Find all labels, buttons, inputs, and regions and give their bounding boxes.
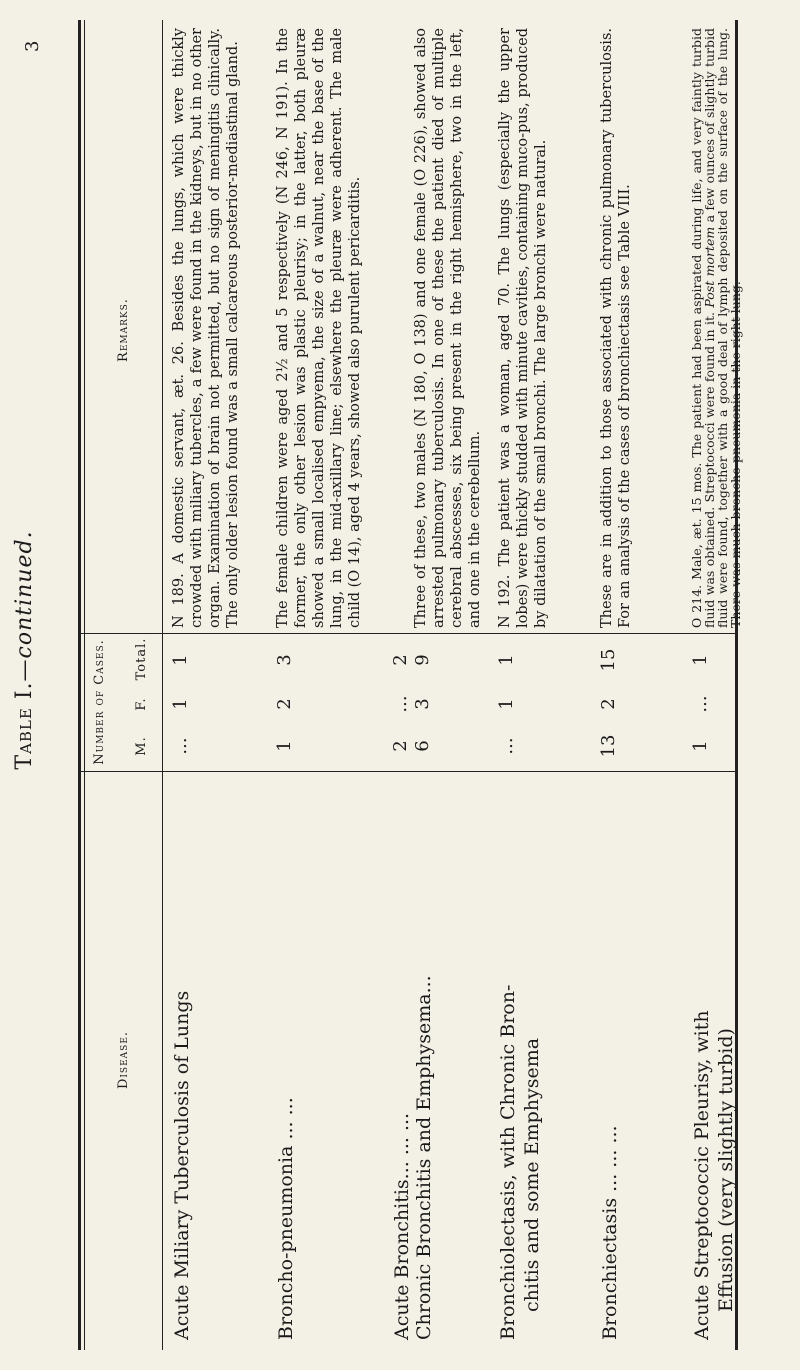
female-count: 2	[274, 698, 295, 710]
disease-cell: Acute Bronchitis... ... ...	[391, 1112, 413, 1340]
header-disease: Disease.	[116, 1030, 131, 1090]
header-female: F.	[134, 697, 149, 711]
page-number: 3	[22, 40, 43, 52]
header-male: M.	[134, 736, 149, 756]
male-count: 1	[274, 740, 295, 752]
total-count: 15	[598, 648, 619, 672]
italic-phrase: Post mortem	[702, 226, 717, 308]
final-row-layer	[78, 20, 738, 1350]
header-remarks: Remarks.	[116, 298, 131, 362]
disease-cell: Acute Streptococcic Pleurisy, with Effusion (very slightly turbid)	[691, 1010, 737, 1340]
header-total: Total.	[134, 637, 149, 681]
remarks-cell: Three of these, two males (N 180, O 138) and one female (O 226), showed also arrested pulmonary tuberculosis. In one of these the patient died of multiple cerebral abscesses, six being present in the right hemisphere, two in the left, and one in the cerebellum.	[413, 28, 483, 628]
male-count: ...	[496, 737, 517, 755]
disease-cell: Acute Miliary Tuberculosis of Lungs	[171, 990, 193, 1340]
caption-continued: continued.	[12, 530, 37, 659]
male-count: 13	[598, 734, 619, 758]
table-caption	[12, 490, 37, 810]
remarks-cell: O 214. Male, æt. 15 mos. The patient had been aspirated during life, and very faintly turbid fluid was obtained. Streptococci were found in it. Post mortem a few ounces of slightly turbid fluid were found, together with a good deal of lymph deposited on the surface of the lung. There was much broncho-pneumonia in the right lung.	[689, 27, 743, 628]
female-count: 3	[412, 698, 433, 710]
female-count: 2	[598, 698, 619, 710]
caption-main: Table I.—	[12, 658, 37, 770]
remarks-cell: These are in addition to those associated with chronic pulmonary tuberculosis. For an analysis of the cases of bronchiectasis see Table VIII.	[599, 28, 633, 628]
total-count: 1	[690, 654, 711, 666]
total-count: 2	[390, 654, 411, 666]
remarks-cell: The female children were aged 2½ and 5 respectively (N 246, N 191). In the former, the only other lesion was plastic pleurisy; in the latter, both pleuræ showed a small localised empyema, the size of a walnut, near the base of the lung, in the mid-axillary line; elsewhere the pleuræ were adherent. The male child (O 14), aged 4 years, showed also purulent pericarditis.	[275, 28, 363, 628]
total-count: 1	[496, 654, 517, 666]
disease-cell: Bronchiolectasis, with Chronic Bron- chitis and some Emphysema	[497, 984, 543, 1340]
remarks-cell: N 192. The patient was a woman, aged 70. The lungs (especially the upper lobes) were thickly studded with minute cavities, containing muco-pus, produced by dilatation of the small bronchi. The large bronchi were natural.	[497, 28, 549, 628]
header-number-of-cases: Number of Cases.	[92, 639, 107, 765]
disease-cell: Broncho-pneumonia ... ...	[275, 1097, 297, 1340]
female-count: 1	[496, 698, 517, 710]
disease-cell: Chronic Bronchitis and Emphysema...	[413, 975, 435, 1340]
male-count: 6	[412, 740, 433, 752]
female-count: ...	[690, 695, 711, 713]
total-count: 1	[170, 654, 191, 666]
total-count: 9	[412, 654, 433, 666]
female-count: ...	[390, 695, 411, 713]
total-count: 3	[274, 654, 295, 666]
female-count: 1	[170, 698, 191, 710]
male-count: 2	[390, 740, 411, 752]
male-count: ...	[170, 737, 191, 755]
disease-cell: Bronchiectasis ... ... ...	[599, 1125, 621, 1340]
remarks-cell: N 189. A domestic servant, æt. 26. Besides the lungs, which were thickly crowded with miliary tubercles, a few were found in the kidneys, but in no other organ. Examination of brain not permitted, but no sign of meningitis clinically. The only older lesion found was a small calcareous posterior-mediastinal gland.	[171, 28, 241, 628]
male-count: 1	[690, 740, 711, 752]
